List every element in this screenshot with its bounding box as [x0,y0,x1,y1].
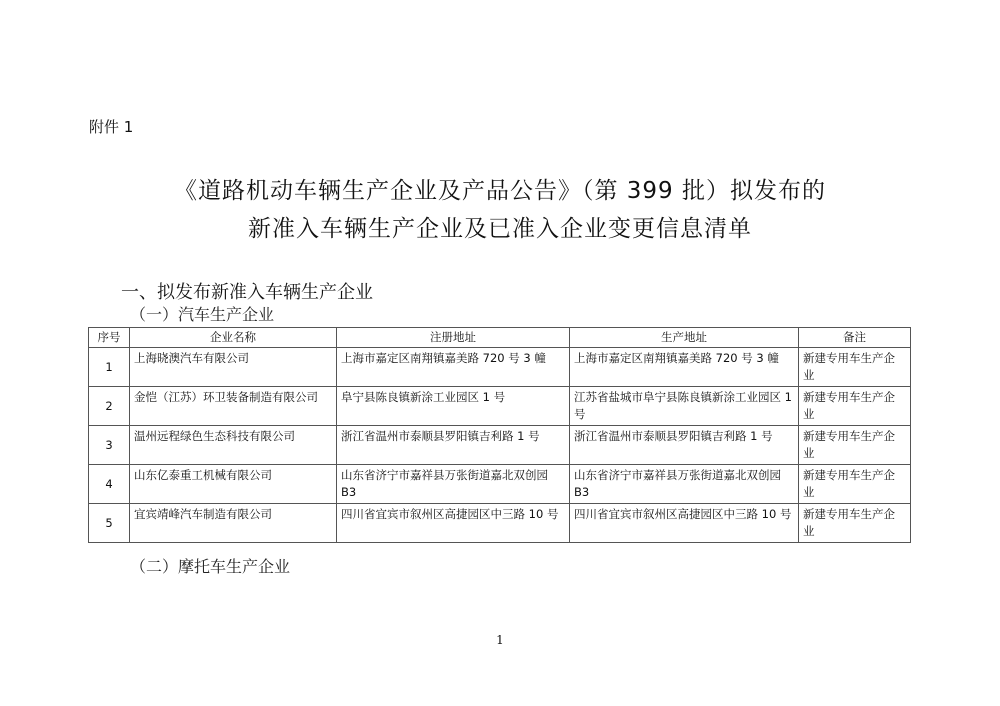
row-index: 4 [89,465,130,504]
production-address: 上海市嘉定区南翔镇嘉美路 720 号 3 幢 [570,348,799,387]
remarks: 新建专用车生产企业 [799,387,911,426]
registered-address: 山东省济宁市嘉祥县万张街道嘉北双创园 B3 [337,465,570,504]
table-row [89,348,911,387]
remarks: 新建专用车生产企业 [799,348,911,387]
table-row [89,504,911,543]
production-address: 浙江省温州市泰顺县罗阳镇吉利路 1 号 [570,426,799,465]
document-title-line-2: 新准入车辆生产企业及已准入企业变更信息清单 [248,216,752,242]
document-title-line-1: 《道路机动车辆生产企业及产品公告》（第 399 批）拟发布的 [173,178,827,204]
remarks: 新建专用车生产企业 [799,465,911,504]
table-row [89,387,911,426]
production-address: 四川省宜宾市叙州区高捷园区中三路 10 号 [570,504,799,543]
header-remarks: 备注 [799,328,911,348]
registered-address: 浙江省温州市泰顺县罗阳镇吉利路 1 号 [337,426,570,465]
production-address: 江苏省盐城市阜宁县陈良镇新涂工业园区 1 号 [570,387,799,426]
registered-address: 阜宁县陈良镇新涂工业园区 1 号 [337,387,570,426]
registered-address: 上海市嘉定区南翔镇嘉美路 720 号 3 幢 [337,348,570,387]
header-index: 序号 [89,328,130,348]
remarks: 新建专用车生产企业 [799,504,911,543]
table-header-row [89,328,911,348]
remarks: 新建专用车生产企业 [799,426,911,465]
row-index: 2 [89,387,130,426]
company-name: 宜宾靖峰汽车制造有限公司 [130,504,337,543]
row-index: 3 [89,426,130,465]
header-company-name: 企业名称 [130,328,337,348]
company-name: 金恺（江苏）环卫装备制造有限公司 [130,387,337,426]
subsection-heading-motorcycle: （二）摩托车生产企业 [130,557,291,576]
section-heading: 一、拟发布新准入车辆生产企业 [121,282,373,303]
subsection-heading-auto: （一）汽车生产企业 [130,305,275,324]
attachment-label: 附件 1 [89,118,134,136]
page-number: 1 [496,633,504,647]
header-production-address: 生产地址 [570,328,799,348]
row-index: 1 [89,348,130,387]
company-name: 山东亿泰重工机械有限公司 [130,465,337,504]
production-address: 山东省济宁市嘉祥县万张街道嘉北双创园 B3 [570,465,799,504]
table-row [89,426,911,465]
row-index: 5 [89,504,130,543]
enterprise-table [88,327,911,543]
company-name: 温州远程绿色生态科技有限公司 [130,426,337,465]
registered-address: 四川省宜宾市叙州区高捷园区中三路 10 号 [337,504,570,543]
company-name: 上海晓澳汽车有限公司 [130,348,337,387]
header-registered-address: 注册地址 [337,328,570,348]
table-row [89,465,911,504]
